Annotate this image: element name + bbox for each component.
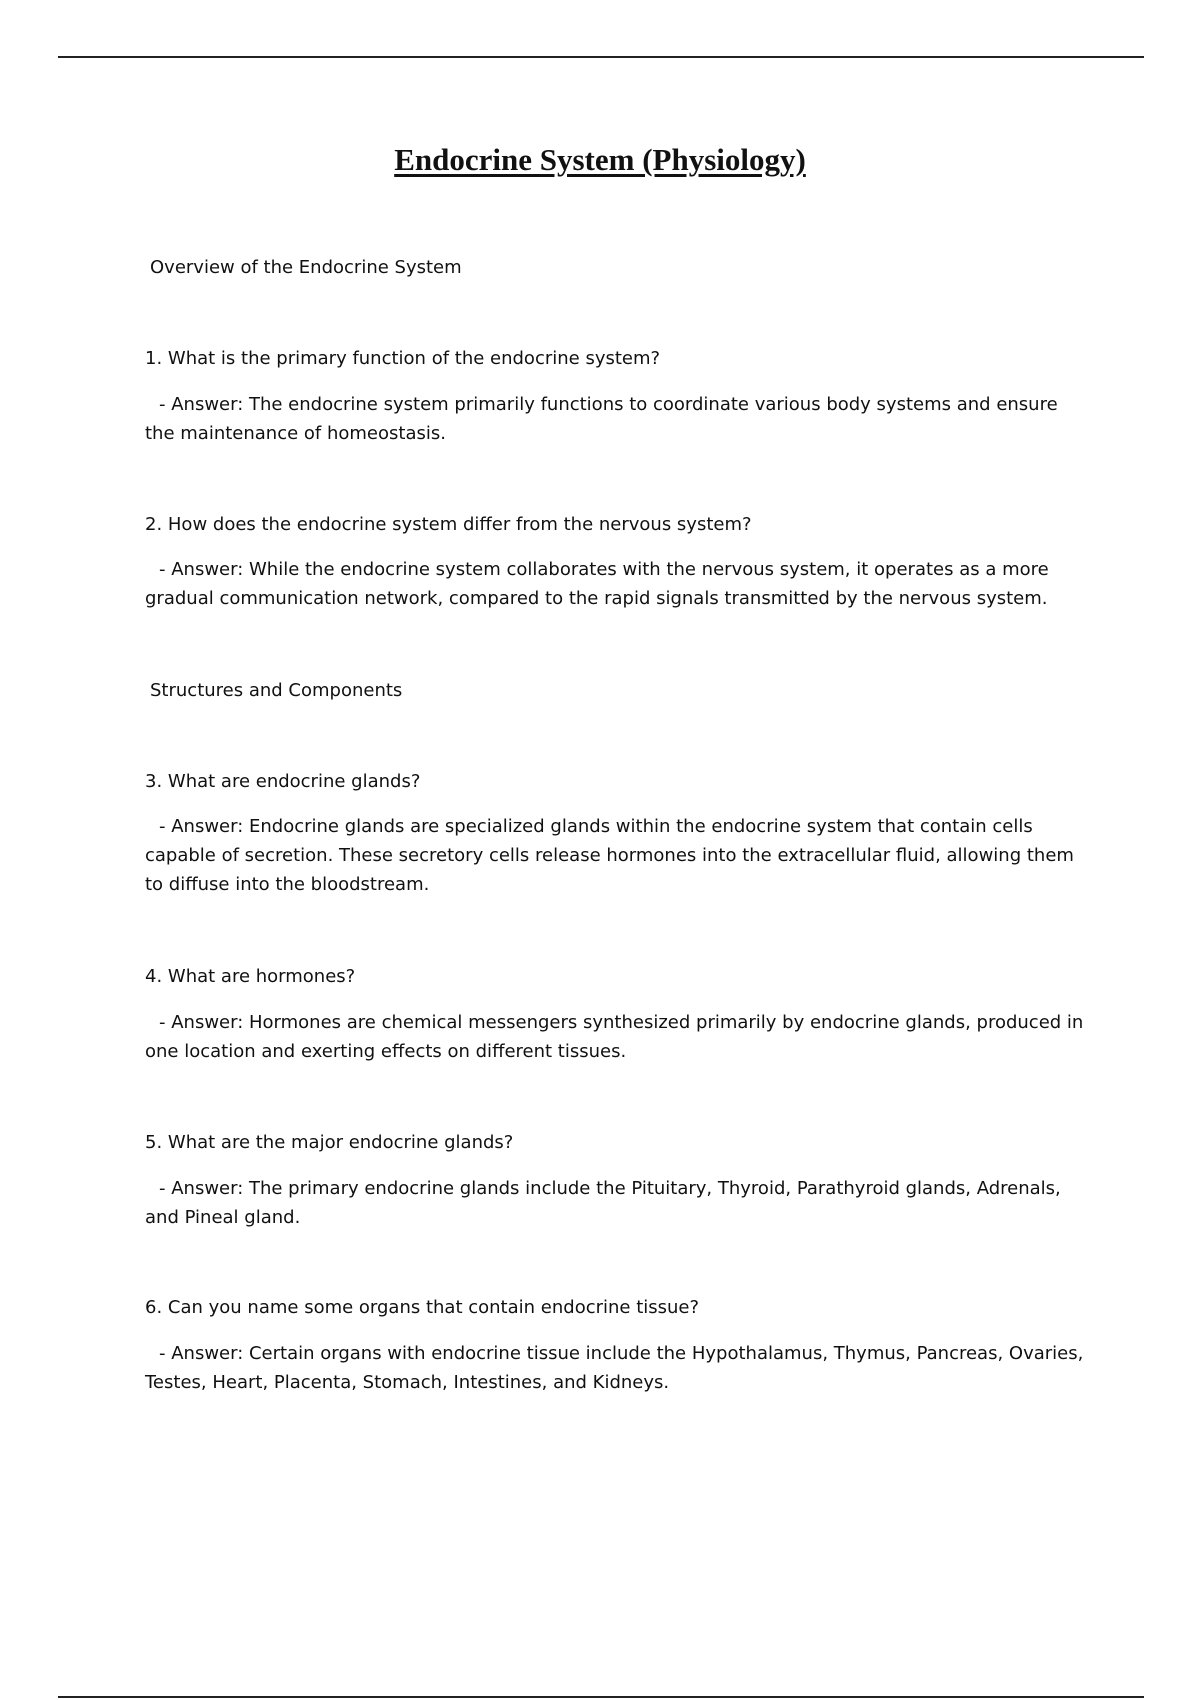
question-1: 1. What is the primary function of the endocrine system?: [145, 348, 661, 369]
question-4: 4. What are hormones?: [145, 966, 356, 987]
answer-4: - Answer: Hormones are chemical messengers synthesized primarily by endocrine glands, produced in one location and exerting effects on different tissues.: [145, 1012, 1084, 1062]
answer-5: - Answer: The primary endocrine glands include the Pituitary, Thyroid, Parathyroid glands, Adrenals, and Pineal gland.: [145, 1178, 1061, 1228]
question-2: 2. How does the endocrine system differ from the nervous system?: [145, 514, 752, 535]
answer-3: - Answer: Endocrine glands are specialized glands within the endocrine system that contain cells capable of secretion. These secretory cells release hormones into the extracellular fluid, allowing them to diffuse into the bloodstream.: [145, 816, 1074, 895]
answer-6: - Answer: Certain organs with endocrine tissue include the Hypothalamus, Thymus, Pancreas, Ovaries, Testes, Heart, Placenta, Stomach, Intestines, and Kidneys.: [145, 1343, 1084, 1393]
bottom-rule: [58, 1696, 1144, 1698]
section-heading-overview: Overview of the Endocrine System: [150, 257, 462, 278]
section-heading-structures: Structures and Components: [150, 680, 403, 701]
question-3: 3. What are endocrine glands?: [145, 771, 421, 792]
question-6: 6. Can you name some organs that contain endocrine tissue?: [145, 1297, 700, 1318]
answer-2: - Answer: While the endocrine system collaborates with the nervous system, it operates as a more gradual communication network, compared to the rapid signals transmitted by the nervous system.: [145, 559, 1049, 609]
answer-1: - Answer: The endocrine system primarily functions to coordinate various body systems and ensure the maintenance of homeostasis.: [145, 394, 1058, 444]
question-5: 5. What are the major endocrine glands?: [145, 1132, 514, 1153]
top-rule: [58, 56, 1144, 58]
page-title: Endocrine System (Physiology): [394, 142, 806, 177]
